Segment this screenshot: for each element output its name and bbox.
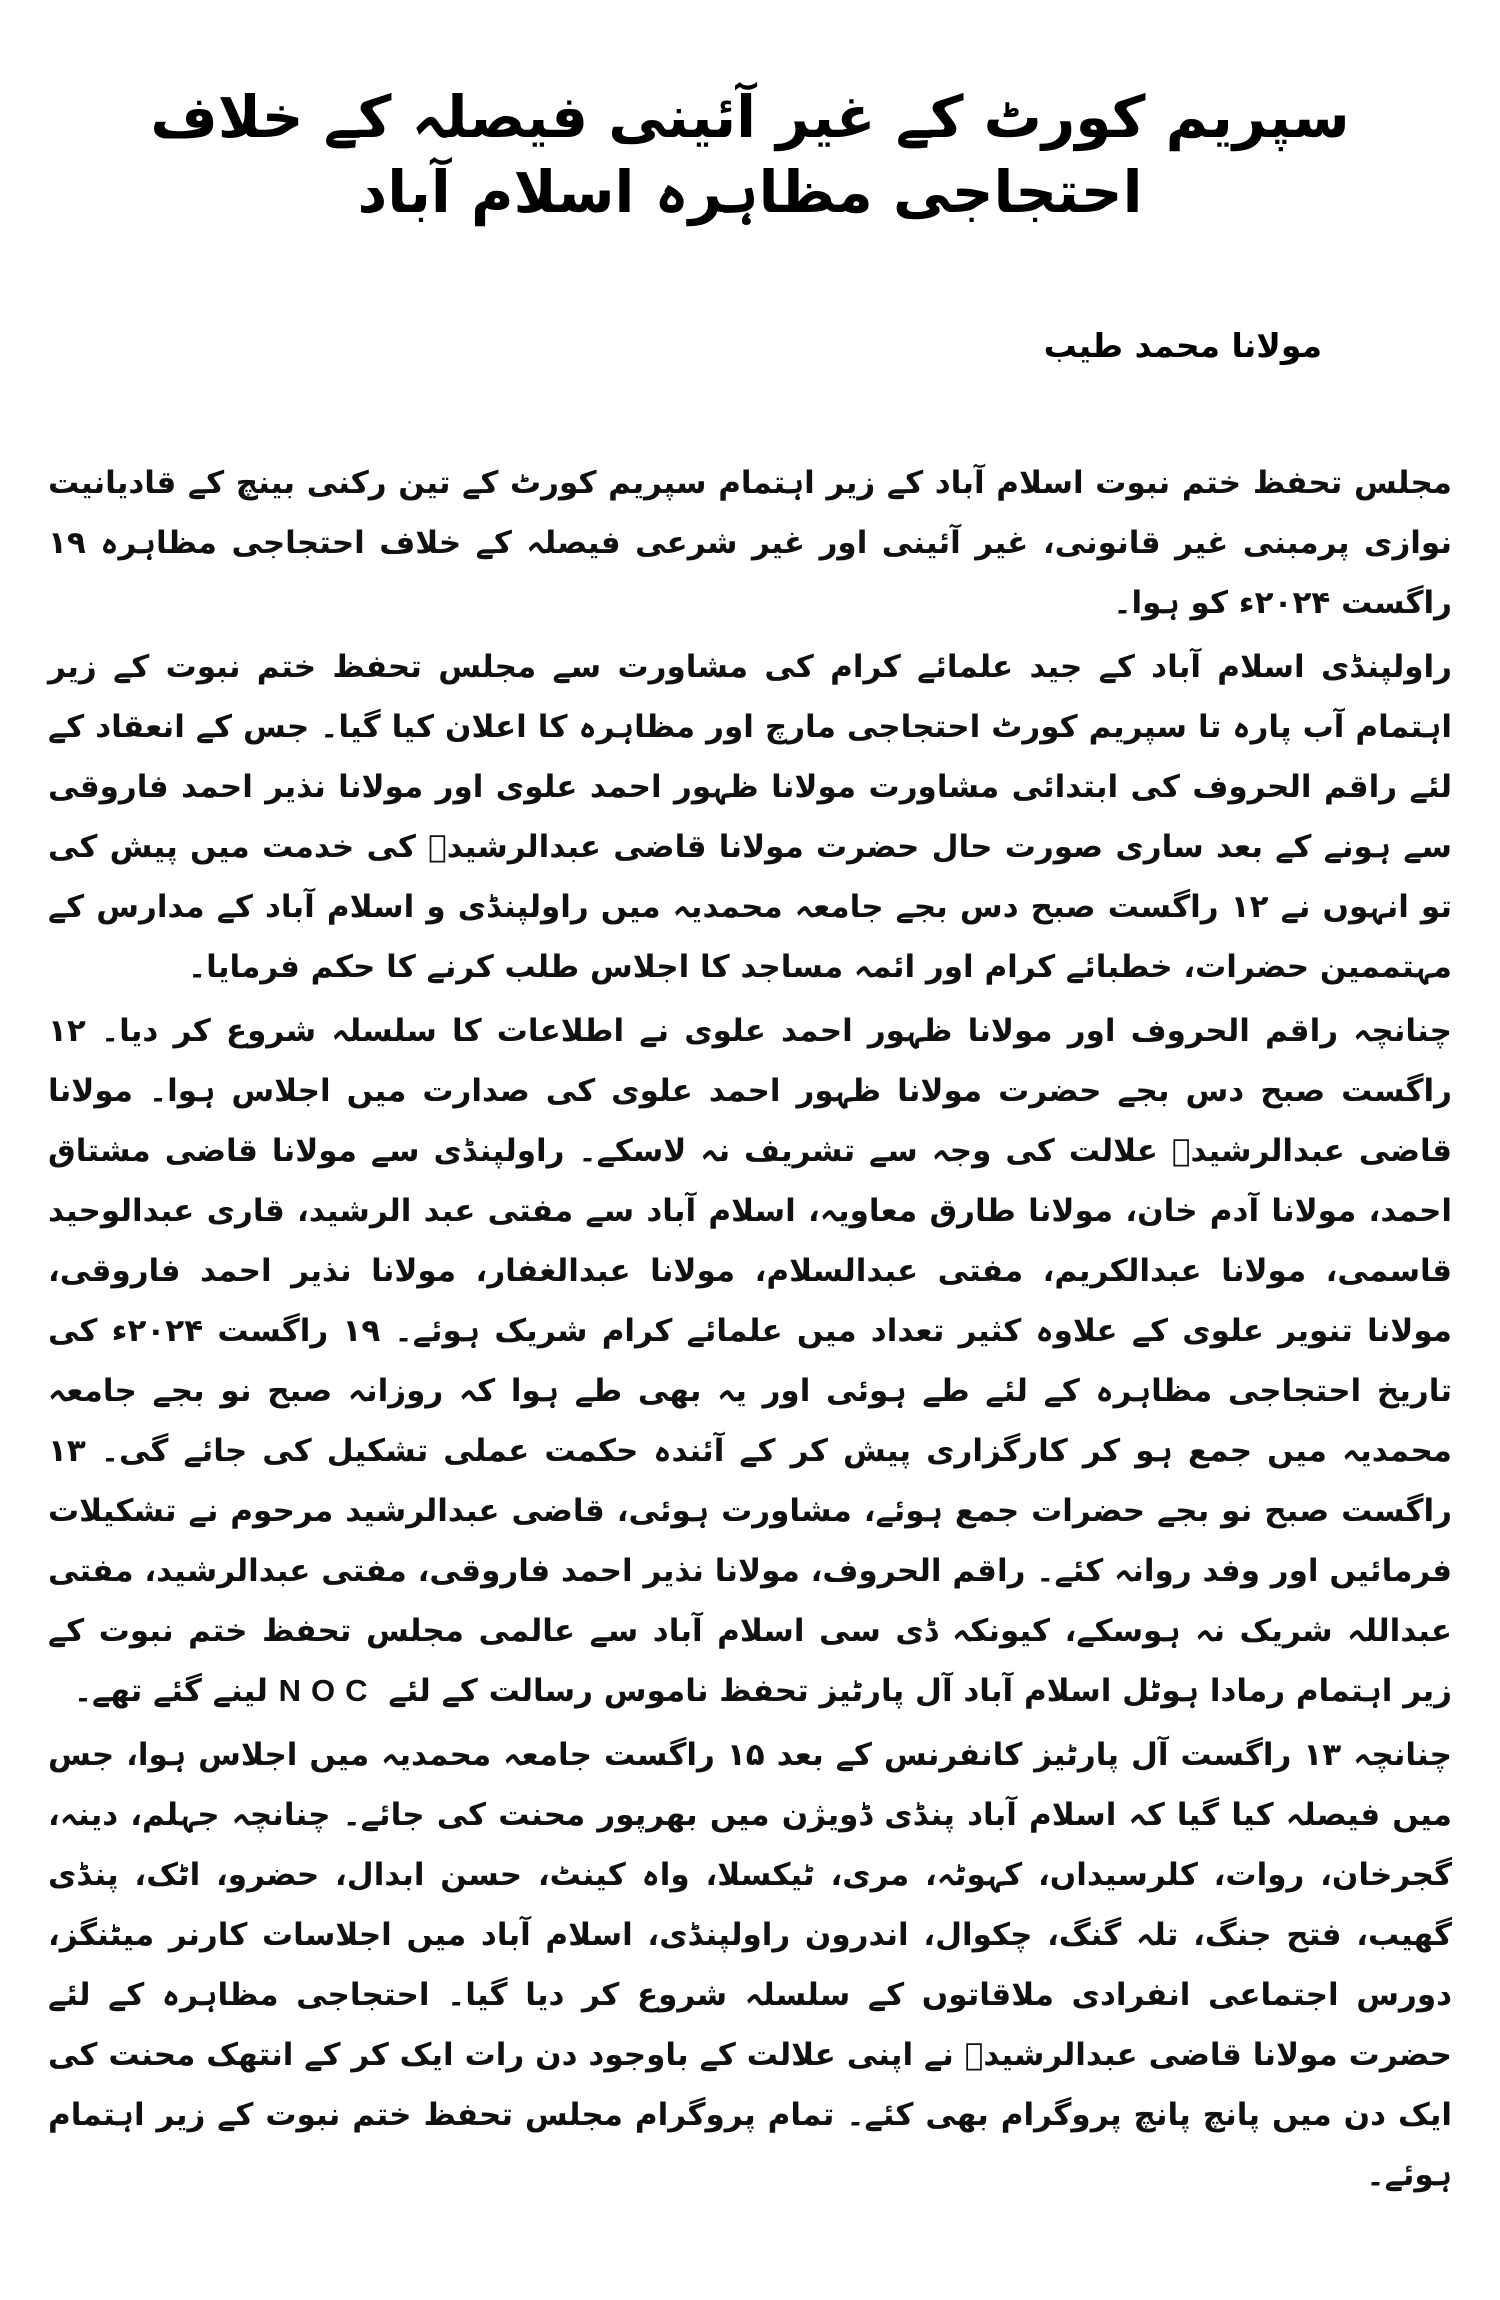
article-title: سپریم کورٹ کے غیر آئینی فیصلہ کے خلاف احتجاجی مظاہرہ اسلام آباد (150, 83, 1350, 227)
paragraph-3-suffix: لینے گئے تھے۔ (73, 1672, 279, 1709)
paragraph-2: راولپنڈی اسلام آباد کے جید علمائے کرام کی مشاورت سے مجلس تحفظ ختم نبوت کے زیر اہتمام آب پارہ تا سپریم کورٹ احتجاجی مارچ اور مظاہرہ کا اعلان کیا گیا۔ جس کے انعقاد کے لئے راقم الحروف کی ابتدائی مشاورت مولانا ظہور احمد علوی اور مولانا نذیر احمد فاروقی سے ہونے کے بعد ساری صورت حال حضرت مولانا قاضی عبدالرشیدؒ کی خدمت میں پیش کی تو انہوں نے ۱۲ راگست صبح دس بجے جامعہ محمدیہ میں راولپنڈی و اسلام آباد کے مدارس کے مہتممین حضرات، خطبائے کرام اور ائمہ مساجد کا اجلاس طلب کرنے کا حکم فرمایا۔ (48, 648, 1452, 985)
noc-abbreviation: NOC (278, 1672, 378, 1708)
paragraph-1: مجلس تحفظ ختم نبوت اسلام آباد کے زیر اہتمام سپریم کورٹ کے تین رکنی بینچ کے قادیانیت نوازی پرمبنی غیر قانونی، غیر آئینی اور غیر شرعی فیصلہ کے خلاف احتجاجی مظاہرہ ۱۹ راگست ۲۰۲۴ء کو ہوا۔ (48, 464, 1452, 621)
article-author: مولانا محمد طیب (1043, 325, 1322, 365)
paragraph-4: چنانچہ ۱۳ راگست آل پارٹیز کانفرنس کے بعد ۱۵ راگست جامعہ محمدیہ میں اجلاس ہوا، جس میں فیصلہ کیا گیا کہ اسلام آباد پنڈی ڈویژن میں بھرپور محنت کی جائے۔ چنانچہ جہلم، دینہ، گجرخان، روات، کلرسیداں، کہوٹہ، مری، ٹیکسلا، واہ کینٹ، حسن ابدال، حضرو، اٹک، پنڈی گھیب، فتح جنگ، تلہ گنگ، چکوال، اندرون راولپنڈی، اسلام آباد میں اجلاسات کارنر میٹنگز، دورس اجتماعی انفرادی ملاقاتوں کے سلسلہ شروع کر دیا گیا۔ احتجاجی مظاہرہ کے لئے حضرت مولانا قاضی عبدالرشیدؒ نے اپنی علالت کے باوجود دن رات ایک کر کے انتھک محنت کی ایک دن میں پانچ پانچ پروگرام بھی کئے۔ تمام پروگرام مجلس تحفظ ختم نبوت کے زیر اہتمام ہوئے۔ (48, 1736, 1452, 2193)
article-body (48, 453, 1452, 2205)
paragraph-3 (48, 1001, 1452, 1721)
paragraph-3-text: چنانچہ راقم الحروف اور مولانا ظہور احمد علوی نے اطلاعات کا سلسلہ شروع کر دیا۔ ۱۲ راگست صبح دس بجے حضرت مولانا ظہور احمد علوی کی صدارت میں اجلاس ہوا۔ مولانا قاضی عبدالرشیدؒ علالت کی وجہ سے تشریف نہ لاسکے۔ راولپنڈی سے مولانا قاضی مشتاق احمد، مولانا آدم خان، مولانا طارق معاویہ، اسلام آباد سے مفتی عبد الرشید، قاری عبدالوحید قاسمی، مولانا عبدالکریم، مفتی عبدالسلام، مولانا عبدالغفار، مولانا نذیر احمد فاروقی، مولانا تنویر علوی کے علاوہ کثیر تعداد میں علمائے کرام شریک ہوئے۔ ۱۹ راگست ۲۰۲۴ء کی تاریخ احتجاجی مظاہرہ کے لئے طے ہوئی اور یہ بھی طے ہوا کہ روزانہ صبح نو بجے جامعہ محمدیہ میں جمع ہو کر کارگزاری پیش کر کے آئندہ حکمت عملی تشکیل کی جائے گی۔ ۱۳ راگست صبح نو بجے حضرات جمع ہوئے، مشاورت ہوئی، قاضی عبدالرشید مرحوم نے تشکیلات فرمائیں اور وفد روانہ کئے۔ راقم الحروف، مولانا نذیر احمد فاروقی، مفتی عبدالرشید، مفتی عبداللہ شریک نہ ہوسکے، کیونکہ ڈی سی اسلام آباد سے عالمی مجلس تحفظ ختم نبوت کے زیر اہتمام رمادا ہوٹل اسلام آباد آل پارٹیز تحفظ ناموس رسالت کے لئے (48, 1012, 1452, 1709)
